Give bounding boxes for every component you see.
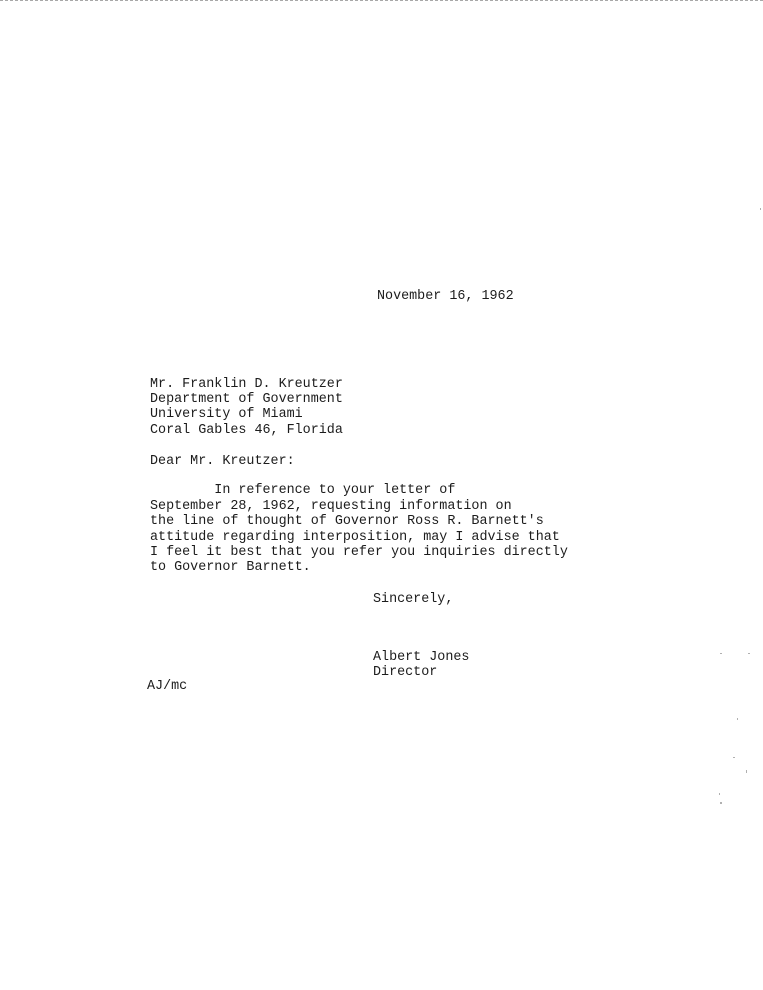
- scan-speck: [746, 770, 747, 773]
- body-line: In reference to your letter of: [150, 483, 456, 498]
- scan-speck: [719, 793, 720, 795]
- body-line: to Governor Barnett.: [150, 560, 311, 575]
- recipient-line: Coral Gables 46, Florida: [150, 423, 343, 438]
- body-line: September 28, 1962, requesting information on: [150, 499, 512, 514]
- scan-speck: [760, 208, 761, 210]
- body-line: the line of thought of Governor Ross R. Barnett's: [150, 514, 544, 529]
- scan-speck: [733, 757, 735, 758]
- typist-initials: AJ/mc: [147, 679, 188, 694]
- page-top-edge: [0, 0, 763, 1]
- scan-speck: [737, 718, 738, 720]
- recipient-line: University of Miami: [150, 407, 303, 422]
- recipient-line: Mr. Franklin D. Kreutzer: [150, 377, 343, 392]
- scan-speck: [748, 653, 750, 654]
- signer-title: Director: [373, 665, 438, 680]
- salutation: Dear Mr. Kreutzer:: [150, 454, 295, 469]
- body-line: I feel it best that you refer you inquiries directly: [150, 545, 568, 560]
- letter-date: November 16, 1962: [377, 289, 514, 304]
- scan-speck: [720, 653, 722, 654]
- scan-speck: [720, 802, 722, 804]
- closing: Sincerely,: [373, 592, 454, 607]
- signer-name: Albert Jones: [373, 650, 470, 665]
- recipient-line: Department of Government: [150, 392, 343, 407]
- body-line: attitude regarding interposition, may I advise that: [150, 530, 560, 545]
